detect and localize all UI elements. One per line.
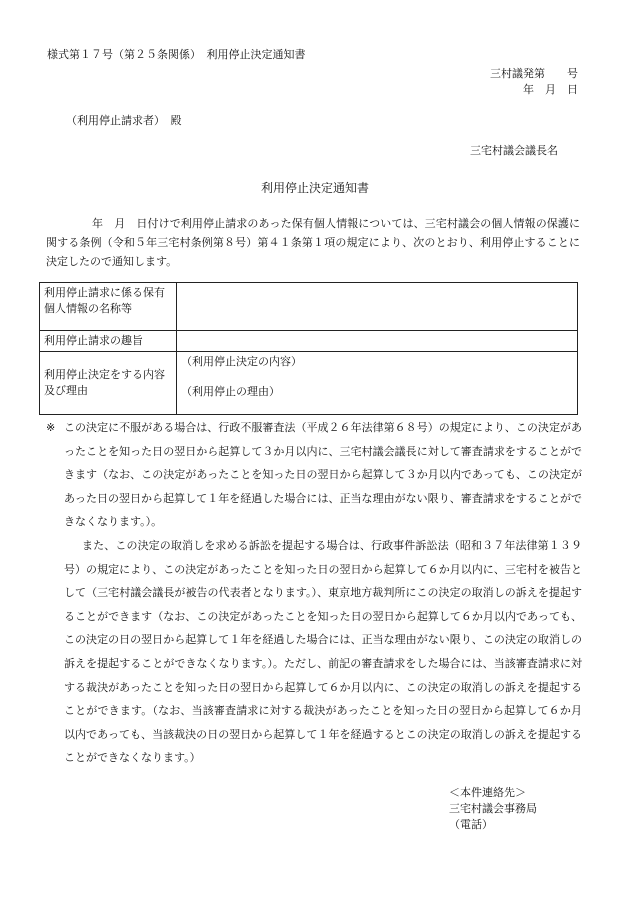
table-label-purpose: 利用停止請求の趣旨 bbox=[40, 331, 177, 352]
issue-date: 年 月 日 bbox=[523, 83, 578, 96]
intro-paragraph: 年 月 日付けで利用停止請求のあった保有個人情報については、三宅村議会の個人情報の保護に関する条例（令和５年三宅村条例第８号）第４１条第１項の規定により、次のとおり、利用停止することに決定したので通知します。 bbox=[46, 217, 580, 268]
table-label-decision: 利用停止決定をする内容及び理由 bbox=[40, 352, 177, 415]
form-number: 様式第１７号（第２５条関係） 利用停止決定通知書 bbox=[47, 48, 306, 61]
document-number: 三村議発第 号 bbox=[490, 67, 578, 80]
table-row bbox=[40, 283, 578, 331]
table-value-decision bbox=[177, 352, 578, 415]
addressee: （利用停止請求者） 殿 bbox=[66, 114, 182, 127]
note-lawsuit: また、この決定の取消しを求める訴訟を提起する場合は、行政事件訴訟法（昭和３７年法律第１３９号）の規定により、この決定があったことを知った日の翌日から起算して６か月以内に、三宅村を被告として（三宅村議会議長が被告の代表者となります。）、東京地方裁判所にこの決定の取消しの訴えを提起することができます（なお、この決定があったことを知った日の翌日から起算して６か月以内であっても、この決定の日の翌日から起算して１年を経過した場合には、正当な理由がない限り、この決定の取消しの訴えを提起することができなくなります。）。ただし、前記の審査請求をした場合には、当該審査請求に対する裁決があったことを知った日の翌日から起算して６か月以内に、この決定の取消しの訴えを提起することができます。（なお、当該審査請求に対する裁決があったことを知った日の翌日から起算して６か月以内であっても、当該裁決の日の翌日から起算して１年を経過するとこの決定の取消しの訴えを提起することができなくなります。） bbox=[64, 538, 582, 765]
note-mark: ※ bbox=[46, 421, 56, 434]
contact-block bbox=[449, 785, 537, 833]
sender-name: 三宅村議会議長名 bbox=[470, 144, 558, 157]
contact-phone: （電話） bbox=[449, 818, 493, 831]
table-label-info-name: 利用停止請求に係る保有個人情報の名称等 bbox=[40, 283, 177, 331]
decision-reason-label: （利用停止の理由） bbox=[181, 385, 280, 398]
page-title: 利用停止決定通知書 bbox=[260, 181, 369, 195]
note-appeal-text: この決定に不服がある場合は、行政不服審査法（平成２６年法律第６８号）の規定により、この決定があったことを知った日の翌日から起算して３か月以内に、三宅村議会議長に対して審査請求をすることができます（なお、この決定があったことを知った日の翌日から起算して３か月以内であっても、この決定があった日の翌日から起算して１年を経過した場合には、正当な理由がない限り、審査請求をすることができなくなります。）。 bbox=[64, 421, 582, 529]
table-value-purpose bbox=[177, 331, 578, 352]
notes-section bbox=[46, 416, 582, 770]
table-value-info-name bbox=[177, 283, 578, 331]
note-appeal bbox=[46, 416, 582, 534]
contact-heading: ＜本件連絡先＞ bbox=[449, 786, 526, 799]
table-row bbox=[40, 352, 578, 415]
table-row bbox=[40, 331, 578, 352]
decision-table bbox=[39, 282, 578, 415]
contact-office: 三宅村議会事務局 bbox=[449, 802, 537, 815]
decision-content-label: （利用停止決定の内容） bbox=[181, 355, 302, 368]
